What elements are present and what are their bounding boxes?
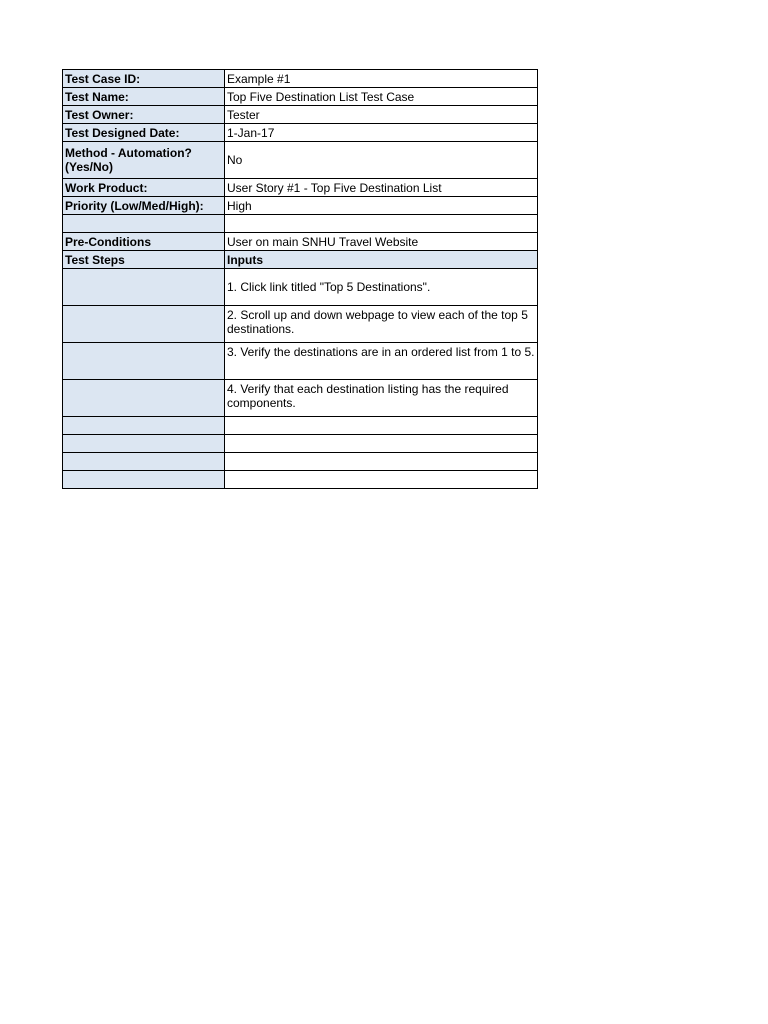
table-row bbox=[63, 343, 538, 380]
step-2-label bbox=[63, 306, 225, 343]
row-pre-conditions bbox=[63, 233, 538, 251]
test-name-value[interactable]: Top Five Destination List Test Case bbox=[225, 88, 538, 106]
row-test-name bbox=[63, 88, 538, 106]
step-7-input[interactable] bbox=[225, 453, 538, 471]
table-row bbox=[63, 453, 538, 471]
test-case-table bbox=[62, 69, 538, 489]
method-automation-label: Method - Automation? (Yes/No) bbox=[63, 142, 225, 179]
table-row bbox=[63, 306, 538, 343]
table-row bbox=[63, 471, 538, 489]
row-test-designed-date bbox=[63, 124, 538, 142]
step-1-input[interactable]: 1. Click link titled "Top 5 Destinations". bbox=[225, 269, 538, 306]
step-7-label bbox=[63, 453, 225, 471]
test-name-label: Test Name: bbox=[63, 88, 225, 106]
step-3-input[interactable]: 3. Verify the destinations are in an ordered list from 1 to 5. bbox=[225, 343, 538, 380]
work-product-label: Work Product: bbox=[63, 179, 225, 197]
blank-spacer-value[interactable] bbox=[225, 215, 538, 233]
test-designed-date-value[interactable]: 1-Jan-17 bbox=[225, 124, 538, 142]
row-test-steps-header bbox=[63, 251, 538, 269]
row-priority bbox=[63, 197, 538, 215]
method-automation-value[interactable]: No bbox=[225, 142, 538, 179]
row-work-product bbox=[63, 179, 538, 197]
test-case-id-value[interactable]: Example #1 bbox=[225, 70, 538, 88]
row-blank-spacer bbox=[63, 215, 538, 233]
table-row bbox=[63, 380, 538, 417]
table-row bbox=[63, 417, 538, 435]
priority-value[interactable]: High bbox=[225, 197, 538, 215]
row-test-owner bbox=[63, 106, 538, 124]
step-4-label bbox=[63, 380, 225, 417]
pre-conditions-label: Pre-Conditions bbox=[63, 233, 225, 251]
step-8-label bbox=[63, 471, 225, 489]
test-case-id-label: Test Case ID: bbox=[63, 70, 225, 88]
blank-spacer-label bbox=[63, 215, 225, 233]
table-row bbox=[63, 269, 538, 306]
step-8-input[interactable] bbox=[225, 471, 538, 489]
test-designed-date-label: Test Designed Date: bbox=[63, 124, 225, 142]
pre-conditions-value[interactable]: User on main SNHU Travel Website bbox=[225, 233, 538, 251]
row-test-case-id bbox=[63, 70, 538, 88]
step-6-label bbox=[63, 435, 225, 453]
row-method-automation bbox=[63, 142, 538, 179]
table-row bbox=[63, 435, 538, 453]
step-2-input[interactable]: 2. Scroll up and down webpage to view each of the top 5 destinations. bbox=[225, 306, 538, 343]
step-4-input[interactable]: 4. Verify that each destination listing has the required components. bbox=[225, 380, 538, 417]
step-1-label bbox=[63, 269, 225, 306]
step-3-label bbox=[63, 343, 225, 380]
inputs-header: Inputs bbox=[225, 251, 538, 269]
step-5-label bbox=[63, 417, 225, 435]
test-owner-value[interactable]: Tester bbox=[225, 106, 538, 124]
test-steps-header: Test Steps bbox=[63, 251, 225, 269]
step-6-input[interactable] bbox=[225, 435, 538, 453]
test-owner-label: Test Owner: bbox=[63, 106, 225, 124]
work-product-value[interactable]: User Story #1 - Top Five Destination List bbox=[225, 179, 538, 197]
step-5-input[interactable] bbox=[225, 417, 538, 435]
priority-label: Priority (Low/Med/High): bbox=[63, 197, 225, 215]
